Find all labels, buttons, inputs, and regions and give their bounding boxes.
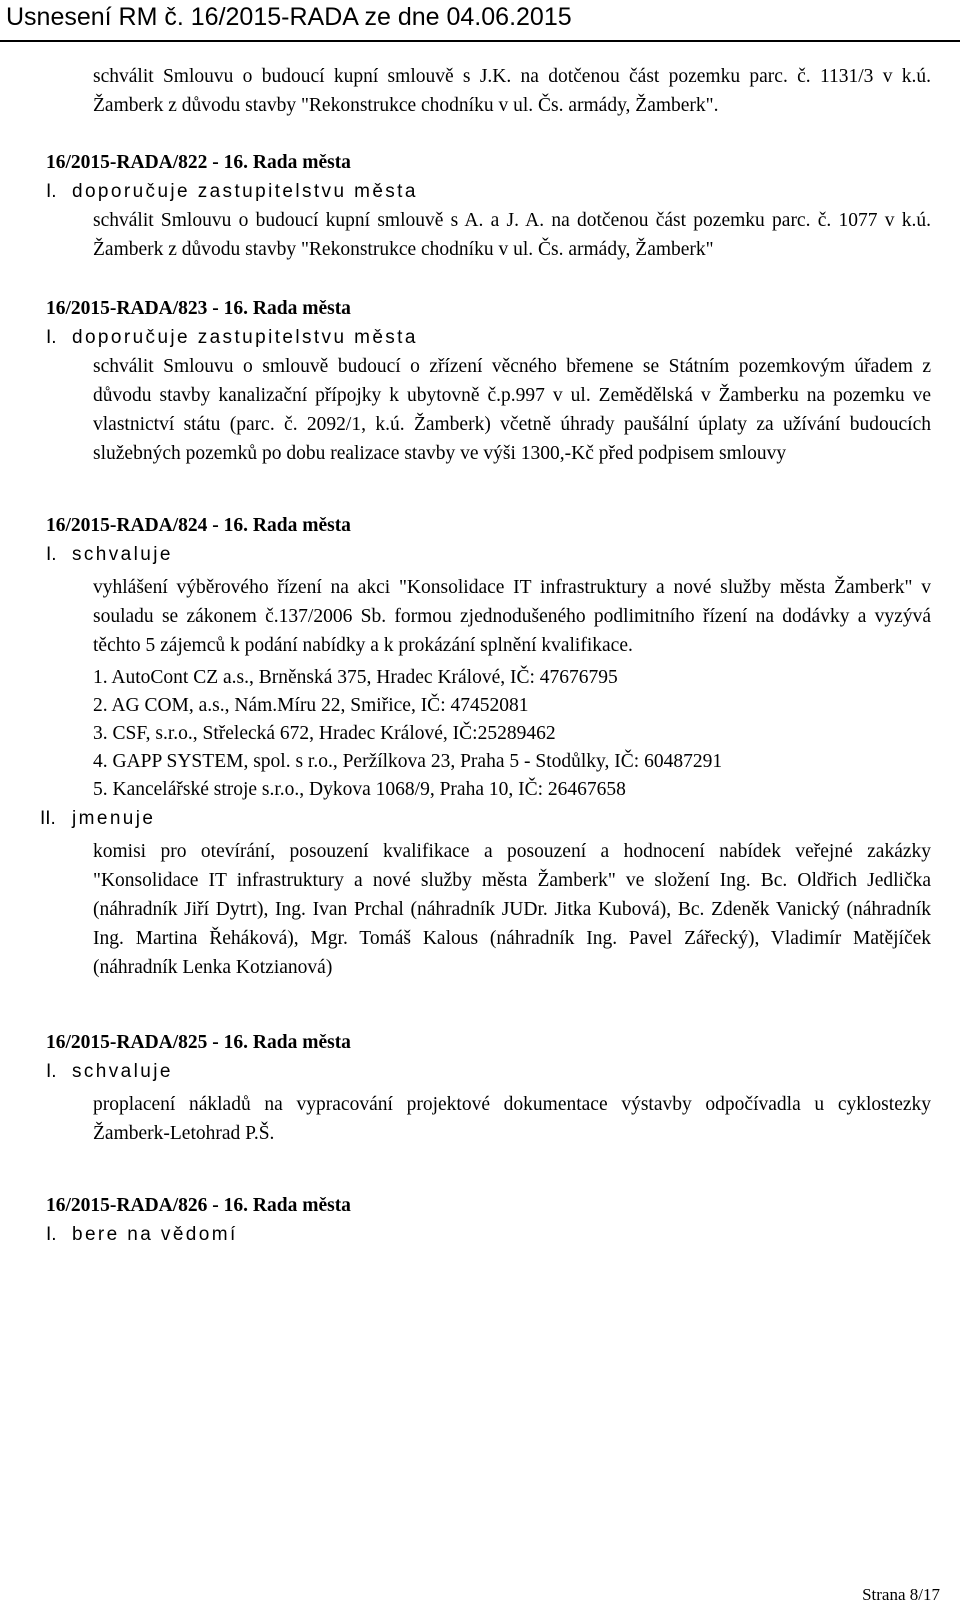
list-item: 1. AutoCont CZ a.s., Brněnská 375, Hradec Králové, IČ: 47676795 (93, 667, 618, 688)
resolution-action: I. doporučuje zastupitelstvu města (46, 327, 418, 348)
list-item: 5. Kancelářské stroje s.r.o., Dykova 1068/9, Praha 10, IČ: 26467658 (93, 779, 626, 800)
resolution-heading: 16/2015-RADA/824 - 16. Rada města (46, 515, 351, 536)
header-title: Usnesení RM č. 16/2015-RADA ze dne 04.06.2015 (6, 3, 572, 31)
resolution-action: I. doporučuje zastupitelstvu města (46, 181, 418, 202)
invited-bidders-list (93, 664, 931, 804)
resolution-action: I. bere na vědomí (46, 1224, 238, 1245)
resolution-text: vyhlášení výběrového řízení na akci "Konsolidace IT infrastruktury a nové služby města Žamberk" v souladu se zákonem č.137/2006 Sb. formou zjednodušeného podlimitního řízení na dodávky a vyzývá těchto 5 zájemců k podání nabídky a k prokázání splnění kvalifikace. (93, 577, 931, 656)
resolution-text: schválit Smlouvu o smlouvě budoucí o zřízení věcného břemene se Státním pozemkovým úřadem z důvodu stavby kanalizační přípojky k ubytovně č.p.997 v ul. Zemědělská v Žamberku na pozemku ve vlastnictví státu (parc. č. 2092/1, k.ú. Žamberk) včetně úhrady paušální úplaty za užívání budoucích služebných pozemků po dobu realizace stavby ve výši 1300,-Kč před podpisem smlouvy (93, 356, 931, 464)
resolution-text: komisi pro otevírání, posouzení kvalifikace a posouzení a hodnocení nabídek veřejné zakázky "Konsolidace IT infrastruktury a nové služby města Žamberk" ve složení Ing. Bc. Oldřich Jedlička (náhradník Jiří Dytrt), Ing. Ivan Prchal (náhradník JUDr. Jitka Kubová), Bc. Zdeněk Vanický (náhradník Ing. Martina Řeháková), Mgr. Tomáš Kalous (náhradník Ing. Pavel Zářecký), Vladimír Matějíček (náhradník Lenka Kotzianová) (93, 841, 931, 978)
resolution-822 (46, 148, 931, 264)
page-number: Strana 8/17 (862, 1585, 940, 1604)
document-body (40, 62, 931, 1249)
resolution-text: proplacení nákladů na vypracování projektové dokumentace výstavby odpočívadla u cyklostezky Žamberk-Letohrad P.Š. (93, 1094, 931, 1144)
resolution-heading: 16/2015-RADA/825 - 16. Rada města (46, 1032, 351, 1053)
resolution-824 (40, 511, 931, 982)
resolution-action: I. schvaluje (46, 1061, 173, 1082)
resolution-action: I. schvaluje (46, 544, 173, 565)
list-item: 4. GAPP SYSTEM, spol. s r.o., Peržílkova 23, Praha 5 - Stodůlky, IČ: 60487291 (93, 751, 723, 772)
resolution-826 (46, 1191, 931, 1249)
resolution-action: II. jmenuje (40, 808, 156, 829)
list-item: 2. AG COM, a.s., Nám.Míru 22, Smiřice, IČ: 47452081 (93, 695, 529, 716)
resolution-825 (46, 1028, 931, 1148)
resolution-heading: 16/2015-RADA/823 - 16. Rada města (46, 298, 351, 319)
resolution-heading: 16/2015-RADA/822 - 16. Rada města (46, 152, 351, 173)
page-header (0, 0, 960, 42)
resolution-heading: 16/2015-RADA/826 - 16. Rada města (46, 1195, 351, 1216)
list-item: 3. CSF, s.r.o., Střelecká 672, Hradec Králové, IČ:25289462 (93, 723, 556, 744)
resolution-text: schválit Smlouvu o budoucí kupní smlouvě s A. a J. A. na dotčenou část pozemku parc. č. 1077 v k.ú. Žamberk z důvodu stavby "Rekonstrukce chodníku v ul. Čs. armády, Žamberk" (93, 210, 931, 260)
resolution-823 (46, 294, 931, 468)
intro-paragraph: schválit Smlouvu o budoucí kupní smlouvě s J.K. na dotčenou část pozemku parc. č. 1131/3 v k.ú. Žamberk z důvodu stavby "Rekonstrukce chodníku v ul. Čs. armády, Žamberk". (93, 66, 931, 116)
